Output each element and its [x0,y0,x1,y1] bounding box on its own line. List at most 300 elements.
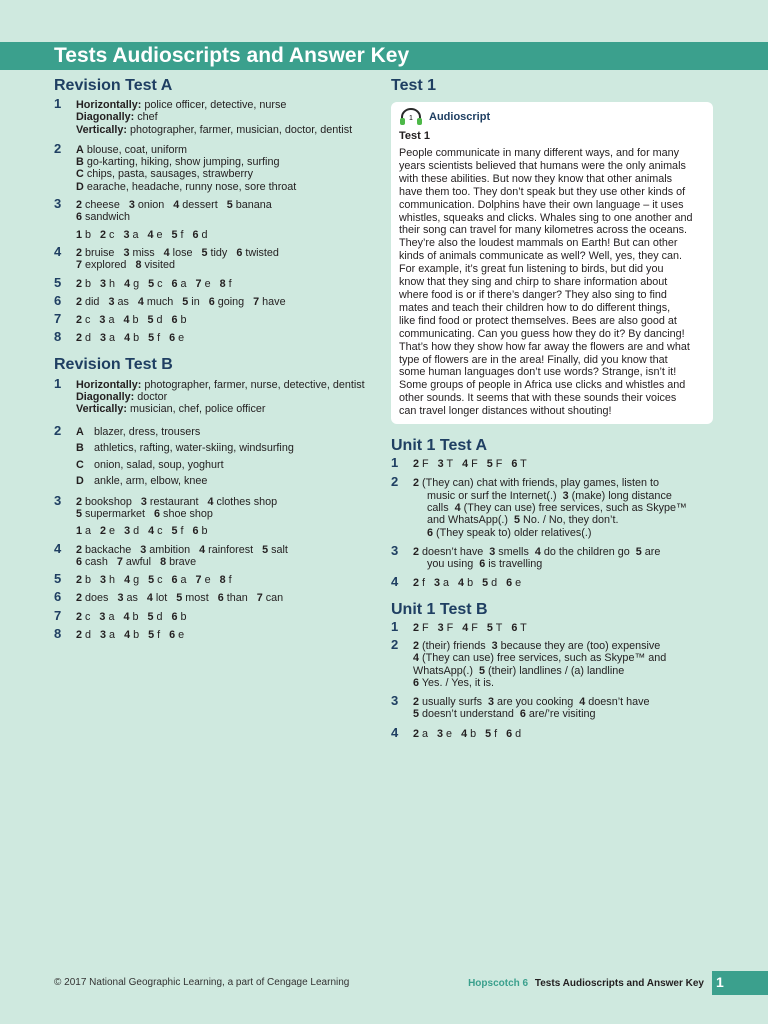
answer: doesn’t understand [422,708,514,721]
answer: e [204,277,211,290]
answer-line [76,556,380,568]
answer: f [422,577,426,590]
answer: T [520,621,527,634]
item-number: 3 [117,592,124,605]
item-number: 6 [511,621,518,634]
answer: b [467,577,474,590]
answer: going [217,295,245,308]
answer-line [76,199,380,211]
answer: supermarket [85,507,146,520]
item-number: 3 [434,577,441,590]
item-number: 4 [147,228,154,241]
item-number: 5 [171,525,178,538]
answer: bruise [85,246,115,259]
audioscript-line: type of flowers are in the area! Finally, did you know that [399,353,668,366]
item-number: 6 [413,676,420,689]
item-number: 2 [413,640,420,652]
item-number: 4 [462,458,469,471]
unit1b-q2 [391,637,713,689]
question-number: 4 [54,243,62,259]
item-number: 2 [76,574,83,587]
answer: f [157,629,161,642]
footer-title: Tests Audioscripts and Answer Key [534,978,704,989]
item-number: 5 [514,514,521,527]
item-number: 2 [413,545,420,558]
answer-line [76,229,380,241]
answer: d [133,525,140,538]
answer: e [156,228,163,241]
answer: and WhatsApp(.) [427,514,509,527]
item-number: 3 [99,610,106,623]
answer-line [76,525,380,537]
answer: do the children go [543,545,630,558]
item-number: 2 [413,477,420,490]
answer: Yes. / Yes, it is. [421,676,495,689]
item-number: 4 [137,295,144,308]
letter: B [76,442,84,455]
audioscript-box [391,102,713,424]
answer: can [265,592,284,605]
revision-a-q8 [54,329,380,345]
item-number: 2 [413,727,420,740]
item-number: 2 [413,696,420,709]
answer: miss [132,246,155,259]
item-number: 2 [76,592,83,605]
item-number: 3 [437,727,444,740]
answer: c [157,277,163,290]
answer: as [117,295,129,308]
answer: doesn’t have [422,545,484,558]
answer-line [413,622,713,634]
answer: d [156,314,163,327]
audioscript-line: can travel longer distances without shouting! [399,405,612,418]
item-number: 1 [76,525,83,538]
test-1-heading: Test 1 [391,77,437,94]
unit1a-q4 [391,574,713,590]
audioscript-line: their song can travel for many kilometres across the oceans. [399,224,688,237]
letter: C [76,168,84,181]
item-number: 2 [76,246,83,259]
answer: (They can use) free services, such as Skype™ and [422,652,667,665]
letter: C [76,458,84,471]
item-number: 5 [201,246,208,259]
unit1b-q1 [391,618,713,634]
answer: dessert [182,199,218,212]
letter: B [76,156,84,169]
answer: clothes shop [216,495,278,508]
unit-1-test-b-heading: Unit 1 Test B [391,600,488,618]
question-number: 2 [391,474,399,490]
item-number: 7 [116,555,123,568]
label: Vertically: [76,403,128,416]
answer: a [422,727,429,740]
answer: (They can) chat with friends, play games, listen to [422,477,660,490]
answer: b [85,228,92,241]
answer: e [515,577,522,590]
audioscript-line: Some groups of people in Africa use clicks and whistles and [399,379,686,392]
audioscript-line: with these abilities. But now they know that other animals [399,172,673,185]
answer-line [76,247,380,259]
revision-b-q3 [54,492,380,538]
answer: visited [144,259,176,272]
unit1a-q3 [391,542,713,571]
answer: police officer, detective, nurse [144,99,287,111]
answer: a [85,525,92,538]
item-number: 8 [135,259,142,272]
letter: D [76,180,84,193]
answer: are [644,545,661,558]
unit1a-q1 [391,455,713,471]
item-number: 4 [146,592,153,605]
answer: f [494,727,498,740]
answer: are you cooking [497,696,574,709]
question-number: 6 [54,292,62,308]
question-number: 1 [54,375,62,391]
answer: c [85,314,91,327]
answer: b [132,610,139,623]
answer: lot [155,592,168,605]
answer: because they are (too) expensive [500,640,661,652]
answer: blazer, dress, trousers [94,425,201,438]
item-number: 7 [76,259,83,272]
answer: F [422,458,429,471]
item-number: 5 [485,727,492,740]
item-number: 3 [140,495,147,508]
answer: awful [125,555,152,568]
item-number: 2 [100,525,107,538]
label: Vertically: [76,123,128,136]
answer: than [226,592,248,605]
answer: F [422,621,429,634]
item-number: 3 [100,629,107,642]
copyright-text: © 2017 National Geographic Learning, a part of Cengage Learning [54,977,350,988]
item-number: 4 [413,652,420,665]
answer-line [76,296,380,308]
item-number: 5 [171,228,178,241]
unit1b-q4 [391,724,713,740]
item-number: 5 [148,332,155,345]
item-number: 5 [486,458,493,471]
item-number: 6 [519,708,526,721]
answer: h [109,574,116,587]
audioscript-line: mates and teach their children how to do different things, [399,301,671,314]
item-number: 3 [123,246,130,259]
item-number: 5 [147,610,154,623]
answer: a [108,610,115,623]
answer: most [185,592,209,605]
answer: b [85,574,92,587]
item-number: 6 [506,577,513,590]
item-number: 6 [479,558,486,571]
audioscript-label: Audioscript [429,111,491,123]
revision-b-q4 [54,540,380,569]
item-number: 6 [236,246,243,259]
revision-b-q7 [54,607,380,623]
item-number: 2 [76,295,83,308]
answer: b [133,332,140,345]
answer: b [201,525,208,538]
answer-line [76,278,380,290]
right-column [391,76,713,740]
item-number: 4 [534,545,541,558]
unit1b-q3 [391,693,713,721]
item-number: 4 [458,577,465,590]
revision-a-q7 [54,311,380,327]
item-number: 3 [488,696,495,709]
audioscript-line: For example, it’s great fun listening to birds, but did you [399,263,664,276]
item-number: 4 [207,495,214,508]
unit-1-test-a-heading: Unit 1 Test A [391,437,488,455]
item-number: 2 [413,621,420,634]
item-number: 3 [100,574,107,587]
item-number: 4 [199,543,206,556]
item-number: 3 [491,640,498,652]
revision-test-a-heading: Revision Test A [54,77,173,94]
answer-line [76,508,380,520]
item-number: 4 [462,621,469,634]
item-number: 3 [124,525,131,538]
answer-line [413,458,713,470]
item-number: 5 [226,199,233,212]
answer: T [446,458,454,471]
item-number: 5 [148,277,155,290]
item-number: 5 [148,629,155,642]
answer: a [443,577,450,590]
question-number: 2 [391,637,399,652]
item-number: 7 [256,592,263,605]
answer: F [471,621,478,634]
answer-line [76,611,380,623]
item-number: 2 [76,629,83,642]
answer: explored [85,259,127,272]
answer: b [180,610,187,623]
answer: f [180,525,184,538]
item-number: 5 [479,664,486,677]
answer: a [108,314,115,327]
item-number: 7 [195,277,202,290]
item-number: 4 [123,610,130,623]
answer: sandwich [85,211,131,224]
revision-b-q2 [54,424,380,490]
item-number: 6 [154,507,161,520]
answer: b [180,314,187,327]
answer: brave [169,555,197,568]
item-number: 8 [219,277,226,290]
answer: cash [85,555,108,568]
page-title: Tests Audioscripts and Answer Key [54,44,410,67]
answer: d [201,228,208,241]
question-number: 4 [391,724,399,740]
revision-a-q6 [54,292,380,308]
answer: d [491,577,498,590]
answer: onion, salad, soup, yoghurt [94,458,224,471]
answer: c [85,610,91,623]
revision-a-q5 [54,274,380,290]
revision-b-q8 [54,626,380,642]
item-number: 5 [413,708,420,721]
question-number: 7 [54,311,62,327]
question-number: 1 [391,618,399,634]
item-number: 3 [108,295,115,308]
question-number: 2 [54,140,62,156]
item-number: 6 [192,228,199,241]
item-number: 6 [169,629,176,642]
answer: a [109,629,116,642]
answer: earache, headache, runny nose, sore throat [86,180,297,193]
answer: smells [498,545,529,558]
answer: F [471,458,478,471]
letter: D [76,475,84,488]
answer: twisted [245,246,279,259]
item-number: 3 [437,458,444,471]
revision-a-q1 [54,96,380,136]
answer: e [178,332,185,345]
label: Horizontally: [76,378,142,391]
audioscript-subtitle: Test 1 [399,130,430,142]
item-number: 3 [99,314,106,327]
item-number: 3 [128,199,135,212]
answer-line [76,544,380,556]
question-number: 3 [54,196,62,212]
item-number: 7 [195,574,202,587]
answer: much [146,295,174,308]
answer: No. / No, they don’t. [523,514,619,527]
item-number: 6 [208,295,215,308]
item-number: 4 [579,696,586,709]
answer: (their) landlines / (a) landline [488,664,625,677]
item-number: 3 [437,621,444,634]
item-number: 2 [413,458,420,471]
revision-a-q4 [54,243,380,272]
question-number: 3 [391,693,399,709]
item-number: 4 [148,525,155,538]
answer: f [180,228,184,241]
item-number: 6 [427,526,434,539]
revision-a-q2 [54,140,380,193]
audioscript-line: have them too. They don’t speak but they use other kinds of [399,185,686,198]
unit1a-q2 [391,474,713,539]
answer-line [76,314,380,326]
answer: b [85,277,92,290]
question-number: 1 [391,455,399,471]
item-number: 6 [169,332,176,345]
item-number: 4 [173,199,180,212]
item-number: 7 [253,295,260,308]
answer: e [109,525,116,538]
answer-line [76,574,380,586]
answer: music or surf the Internet(.) [427,489,557,502]
answer: e [446,727,453,740]
item-number: 5 [147,314,154,327]
answer: musician, chef, police officer [130,403,266,416]
answer: chips, pasta, sausages, strawberry [86,168,254,181]
item-number: 2 [413,577,420,590]
answer: ambition [149,543,191,556]
answer: (They speak to) older relatives(.) [436,526,592,539]
answer-line [76,629,380,641]
answer: c [157,525,163,538]
answer: restaurant [149,495,199,508]
answer: blouse, coat, uniform [86,143,188,156]
answer: photographer, farmer, musician, doctor, dentist [130,123,353,136]
item-number: 6 [171,574,178,587]
item-number: 2 [76,314,83,327]
question-number: 5 [54,571,62,587]
answer: tidy [210,246,228,259]
track-number: 1 [409,115,413,122]
answer: is travelling [488,558,543,571]
item-number: 3 [140,543,147,556]
audioscript-line: They’re also the loudest mammals on Earth! But can other [399,237,678,250]
answer: you using [427,558,474,571]
item-number: 5 [635,545,642,558]
item-number: 2 [76,495,83,508]
question-number: 4 [391,574,399,590]
item-number: 5 [262,543,269,556]
answer-line [76,592,380,604]
answer: e [204,574,211,587]
audioscript-line: like find food or protect themselves. Bees are also good at [399,314,677,327]
item-number: 6 [171,277,178,290]
item-number: 3 [100,332,107,345]
answer: T [495,621,503,634]
answer: g [133,574,140,587]
item-number: 4 [124,574,131,587]
question-number: 8 [54,626,62,642]
answer: shoe shop [163,507,213,520]
answer: d [156,610,163,623]
audioscript-text [399,147,705,418]
answer: g [133,277,140,290]
item-number: 6 [217,592,224,605]
item-number: 4 [124,629,131,642]
audioscript-line: kinds of animals communicate as well? Well, yes, they can. [399,250,683,263]
audioscript-line: People communicate in many different ways, and for many [399,147,680,159]
audioscript-line: That’s how they show how far away the flowers are and what [399,340,690,353]
answer: as [126,592,138,605]
answer: in [191,295,200,308]
answer: WhatsApp(.) [413,664,473,677]
item-number: 6 [506,727,513,740]
answer: (make) long distance [571,489,672,502]
answer: d [85,629,92,642]
answer: F [446,621,454,634]
item-number: 5 [486,621,493,634]
answer: calls [427,501,449,514]
answer-line [76,496,380,508]
answer-line [413,728,713,740]
headphones-icon [399,108,423,126]
revision-test-b-heading: Revision Test B [54,355,173,373]
answer: doctor [137,391,168,404]
label: Diagonally: [76,391,135,404]
answer-line [413,577,713,589]
answer: d [515,727,522,740]
answer: rainforest [208,543,254,556]
answer: f [157,332,161,345]
question-number: 6 [54,589,62,605]
answer-line [76,332,380,344]
item-number: 2 [76,543,83,556]
answer: a [180,277,187,290]
answer: h [109,277,116,290]
answer: f [228,277,232,290]
item-number: 4 [123,314,130,327]
item-number: 8 [160,555,167,568]
question-number: 2 [54,422,62,438]
answer: ankle, arm, elbow, knee [94,475,208,488]
answer: d [85,332,92,345]
